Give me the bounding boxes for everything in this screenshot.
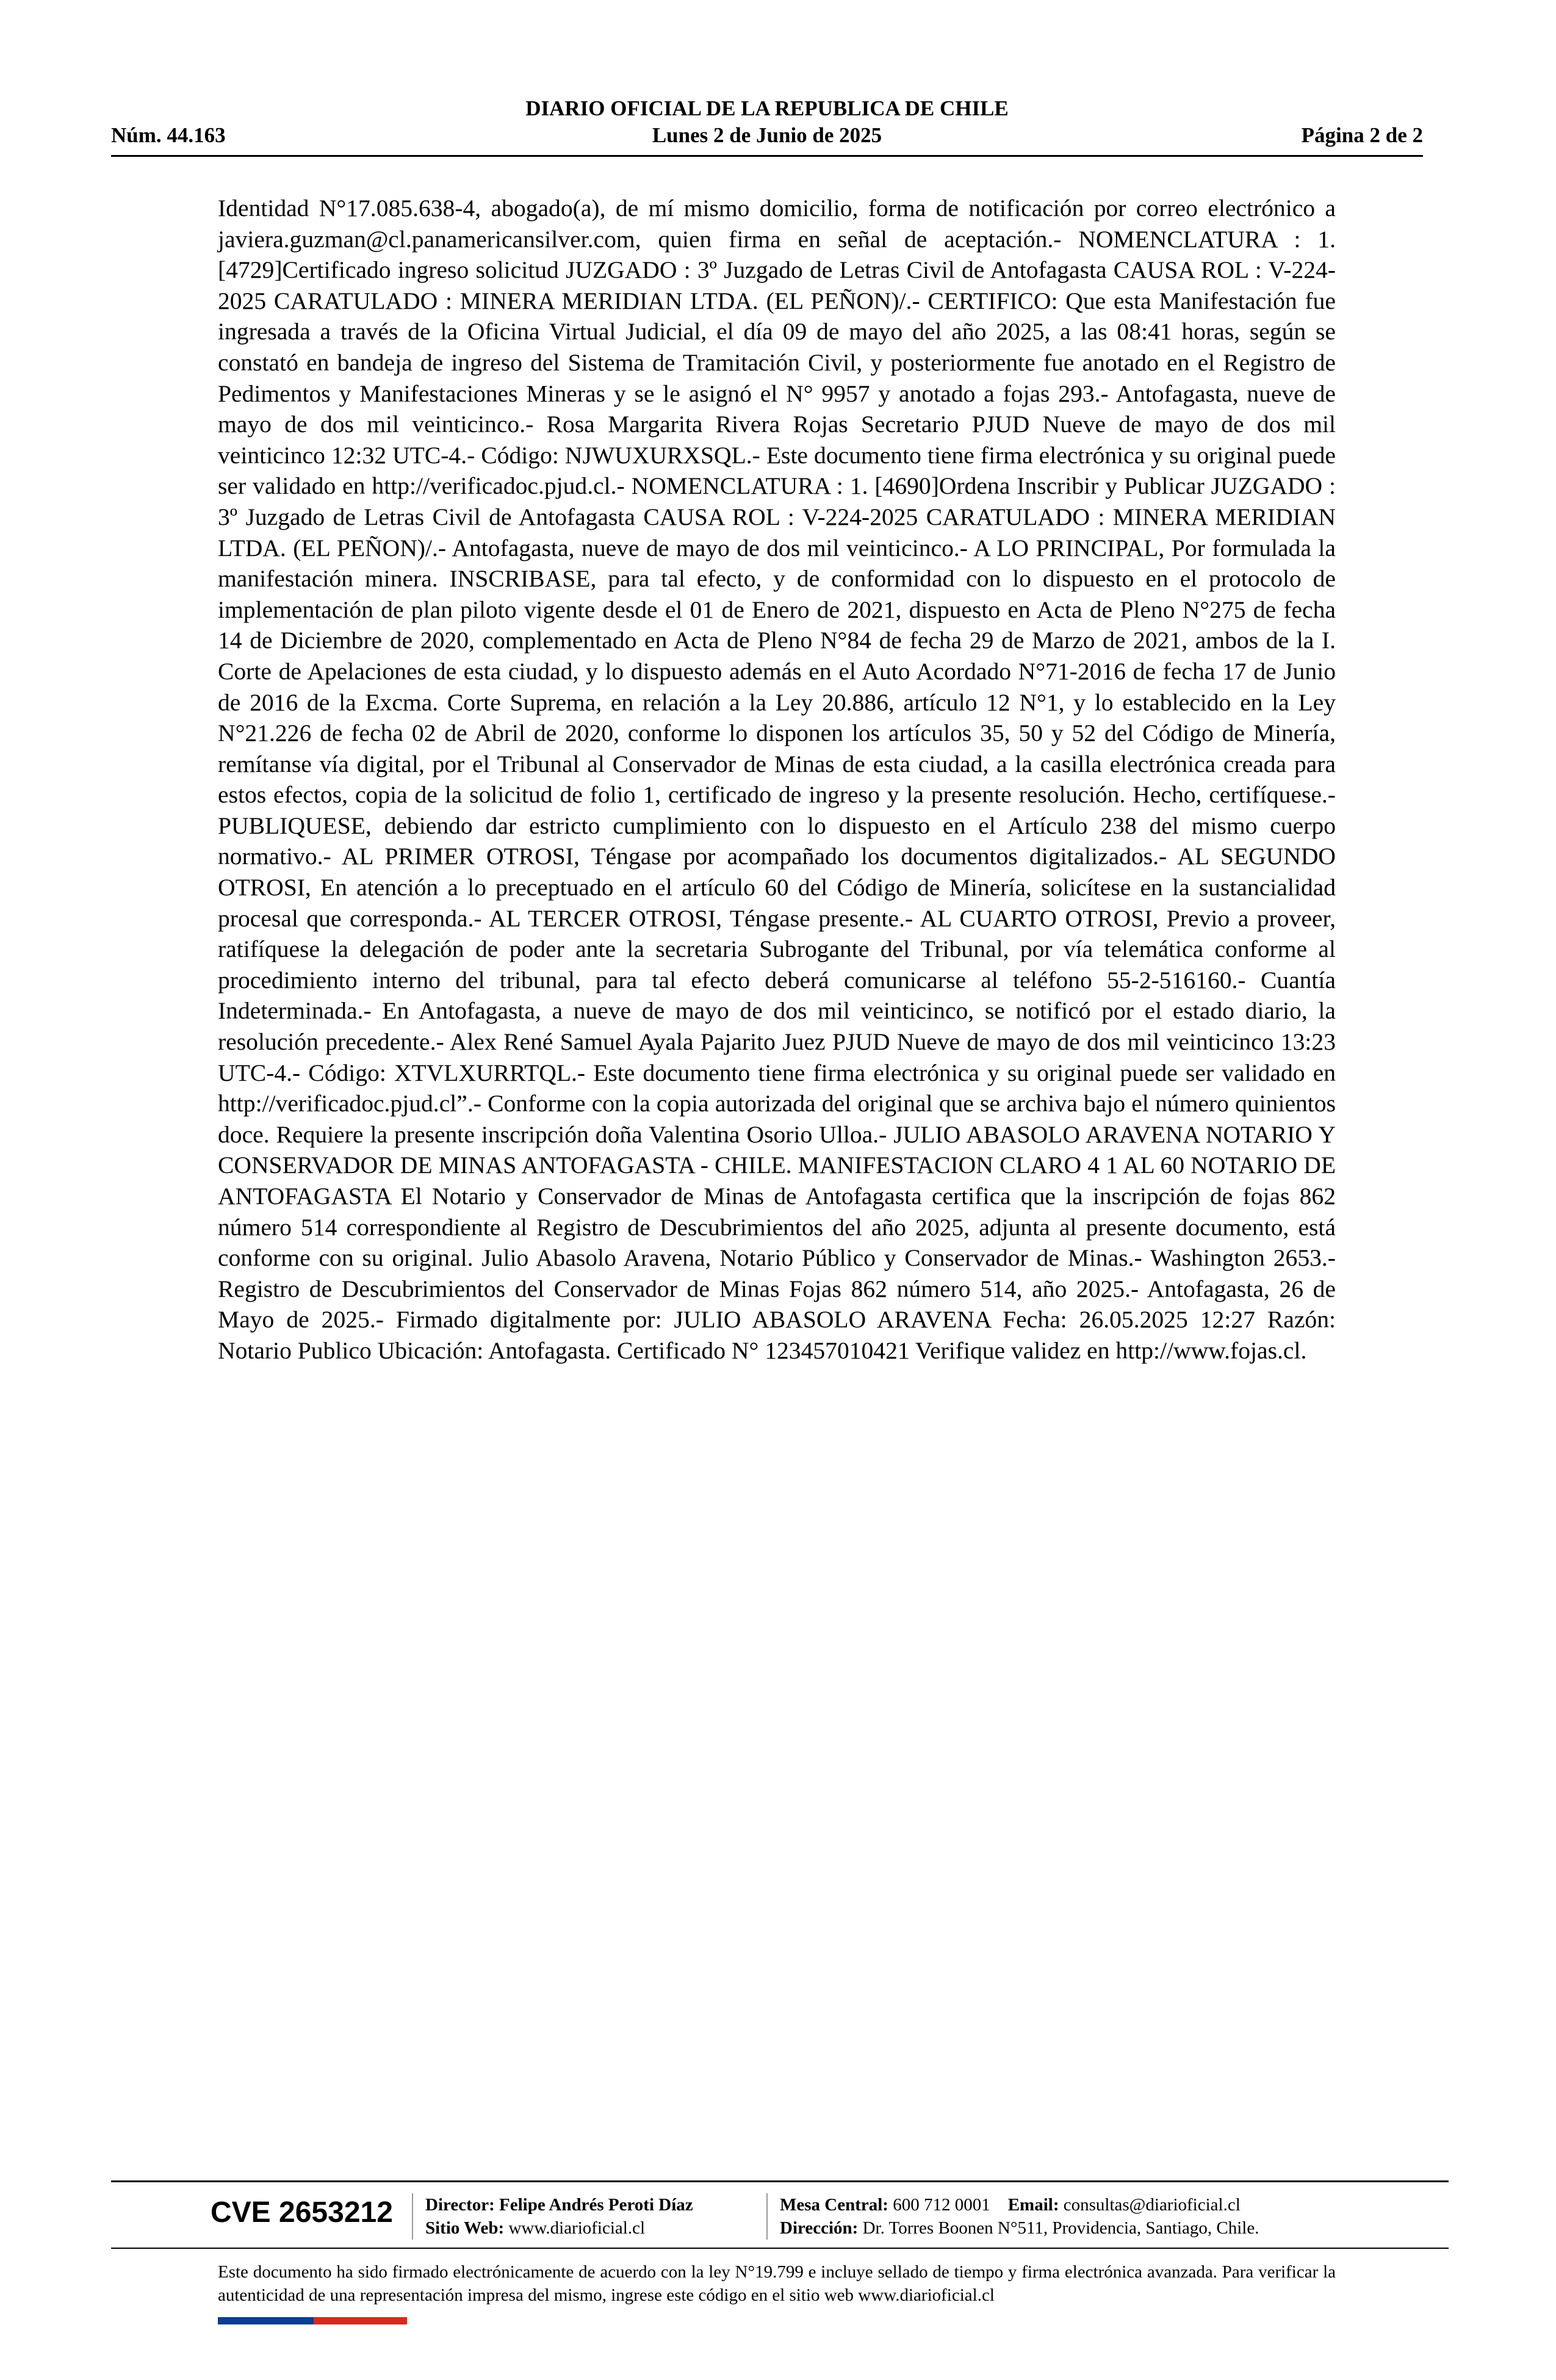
footer-contact-block — [780, 2193, 1259, 2240]
body-text — [218, 193, 1336, 1366]
footer-divider-bottom — [111, 2248, 1449, 2249]
publication-title: DIARIO OFICIAL DE LA REPUBLICA DE CHILE — [525, 96, 1009, 120]
footer-divider-top — [111, 2180, 1449, 2182]
footer-director-block — [425, 2193, 693, 2240]
page-number: Página 2 de 2 — [1301, 123, 1423, 147]
footer-separator — [412, 2193, 413, 2240]
phone-value: 600 712 0001 — [893, 2195, 990, 2215]
email-label: Email: — [1007, 2195, 1059, 2215]
director-name: Felipe Andrés Peroti Díaz — [499, 2195, 693, 2215]
site-label: Sitio Web: — [425, 2218, 505, 2238]
flag-stripe-blue — [218, 2317, 314, 2324]
address-value: Dr. Torres Boonen N°511, Providencia, Santiago, Chile. — [862, 2218, 1259, 2238]
site-link[interactable]: www.diarioficial.cl — [508, 2218, 646, 2238]
flag-stripe-red — [314, 2317, 407, 2324]
footer-separator — [766, 2193, 768, 2240]
page-header — [111, 92, 1423, 160]
phone-label: Mesa Central: — [780, 2195, 888, 2215]
issue-number: Núm. 44.163 — [111, 123, 226, 147]
header-divider — [111, 155, 1423, 157]
body-paragraph: Identidad N°17.085.638-4, abogado(a), de mí mismo domicilio, forma de notificación por correo electrónico a javiera.guzman@cl.panamericansilver.com, quien firma en señal de aceptación.- NOMENCLATURA : 1. [4729]Certificado ingreso solicitud JUZGADO : 3º Juzgado de Letras Civil de Antofagasta CAUSA ROL : V-224-2025 CARATULADO : MINERA MERIDIAN LTDA. (EL PEÑON)/.- CERTIFICO: Que esta Manifestación fue ingresada a través de la Oficina Virtual Judicial, el día 09 de mayo del año 2025, a las 08:41 horas, según se constató en bandeja de ingreso del Sistema de Tramitación Civil, y posteriormente fue anotado en el Registro de Pedimentos y Manifestaciones Mineras y se le asignó el N° 9957 y anotado a fojas 293.- Antofagasta, nueve de mayo de dos mil veinticinco.- Rosa Margarita Rivera Rojas Secretario PJUD Nueve de mayo de dos mil veinticinco 12:32 UTC-4.- Código: NJWUXURXSQL.- Este documento tiene firma electrónica y su original puede ser validado en http://verificadoc.pjud.cl.- NOMENCLATURA : 1. [4690]Ordena Inscribir y Publicar JUZGADO : 3º Juzgado de Letras Civil de Antofagasta CAUSA ROL : V-224-2025 CARATULADO : MINERA MERIDIAN LTDA. (EL PEÑON)/.- Antofagasta, nueve de mayo de dos mil veinticinco.- A LO PRINCIPAL, Por formulada la manifestación minera. INSCRIBASE, para tal efecto, y de conformidad con lo dispuesto en el protocolo de implementación de plan piloto vigente desde el 01 de Enero de 2021, dispuesto en Acta de Pleno N°275 de fecha 14 de Diciembre de 2020, complementado en Acta de Pleno N°84 de fecha 29 de Marzo de 2021, ambos de la I. Corte de Apelaciones de esta ciudad, y lo dispuesto además en el Auto Acordado N°71-2016 de fecha 17 de Junio de 2016 de la Excma. Corte Suprema, en relación a la Ley 20.886, artículo 12 N°1, y lo establecido en la Ley N°21.226 de fecha 02 de Abril de 2020, conforme lo disponen los artículos 35, 50 y 52 del Código de Minería, remítanse vía digital, por el Tribunal al Conservador de Minas de esta ciudad, a la casilla electrónica creada para estos efectos, copia de la solicitud de folio 1, certificado de ingreso y la presente resolución. Hecho, certifíquese.- PUBLIQUESE, debiendo dar estricto cumplimiento con lo dispuesto en el Artículo 238 del mismo cuerpo normativo.- AL PRIMER OTROSI, Téngase por acompañado los documentos digitalizados.- AL SEGUNDO OTROSI, En atención a lo preceptuado en el artículo 60 del Código de Minería, solicítese en la sustancialidad procesal que corresponda.- AL TERCER OTROSI, Téngase presente.- AL CUARTO OTROSI, Previo a proveer, ratifíquese la delegación de poder ante la secretaria Subrogante del Tribunal, por vía telemática conforme al procedimiento interno del tribunal, para tal efecto deberá comunicarse al teléfono 55-2-516160.- Cuantía Indeterminada.- En Antofagasta, a nueve de mayo de dos mil veinticinco, se notificó por el estado diario, la resolución precedente.- Alex René Samuel Ayala Pajarito Juez PJUD Nueve de mayo de dos mil veinticinco 13:23 UTC-4.- Código: XTVLXURRTQL.- Este documento tiene firma electrónica y su original puede ser validado en http://verificadoc.pjud.cl”.- Conforme con la copia autorizada del original que se archiva bajo el número quinientos doce. Requiere la presente inscripción doña Valentina Osorio Ulloa.- JULIO ABASOLO ARAVENA NOTARIO Y CONSERVADOR DE MINAS ANTOFAGASTA - CHILE. MANIFESTACION CLARO 4 1 AL 60 NOTARIO DE ANTOFAGASTA El Notario y Conservador de Minas de Antofagasta certifica que la inscripción de fojas 862 número 514 correspondiente al Registro de Descubrimientos del año 2025, adjunta al presente documento, está conforme con su original. Julio Abasolo Aravena, Notario Público y Conservador de Minas.- Washington 2653.- Registro de Descubrimientos del Conservador de Minas Fojas 862 número 514, año 2025.- Antofagasta, 26 de Mayo de 2025.- Firmado digitalmente por: JULIO ABASOLO ARAVENA Fecha: 26.05.2025 12:27 Razón: Notario Publico Ubicación: Antofagasta. Certificado N° 123457010421 Verifique validez en http://www.fojas.cl. — [218, 195, 1336, 1364]
director-label: Director: — [425, 2195, 495, 2215]
address-label: Dirección: — [780, 2218, 859, 2238]
signature-notice: Este documento ha sido firmado electrónicamente de acuerdo con la ley N°19.799 e incluye sellado de tiempo y firma electrónica avanzada. Para verificar la autenticidad de una representación impresa del mismo, ingrese este código en el sitio web www.diarioficial.cl — [218, 2262, 1336, 2305]
email-link[interactable]: consultas@diarioficial.cl — [1063, 2195, 1241, 2215]
issue-date: Lunes 2 de Junio de 2025 — [652, 123, 882, 147]
cve-code: CVE 2653212 — [211, 2196, 393, 2229]
